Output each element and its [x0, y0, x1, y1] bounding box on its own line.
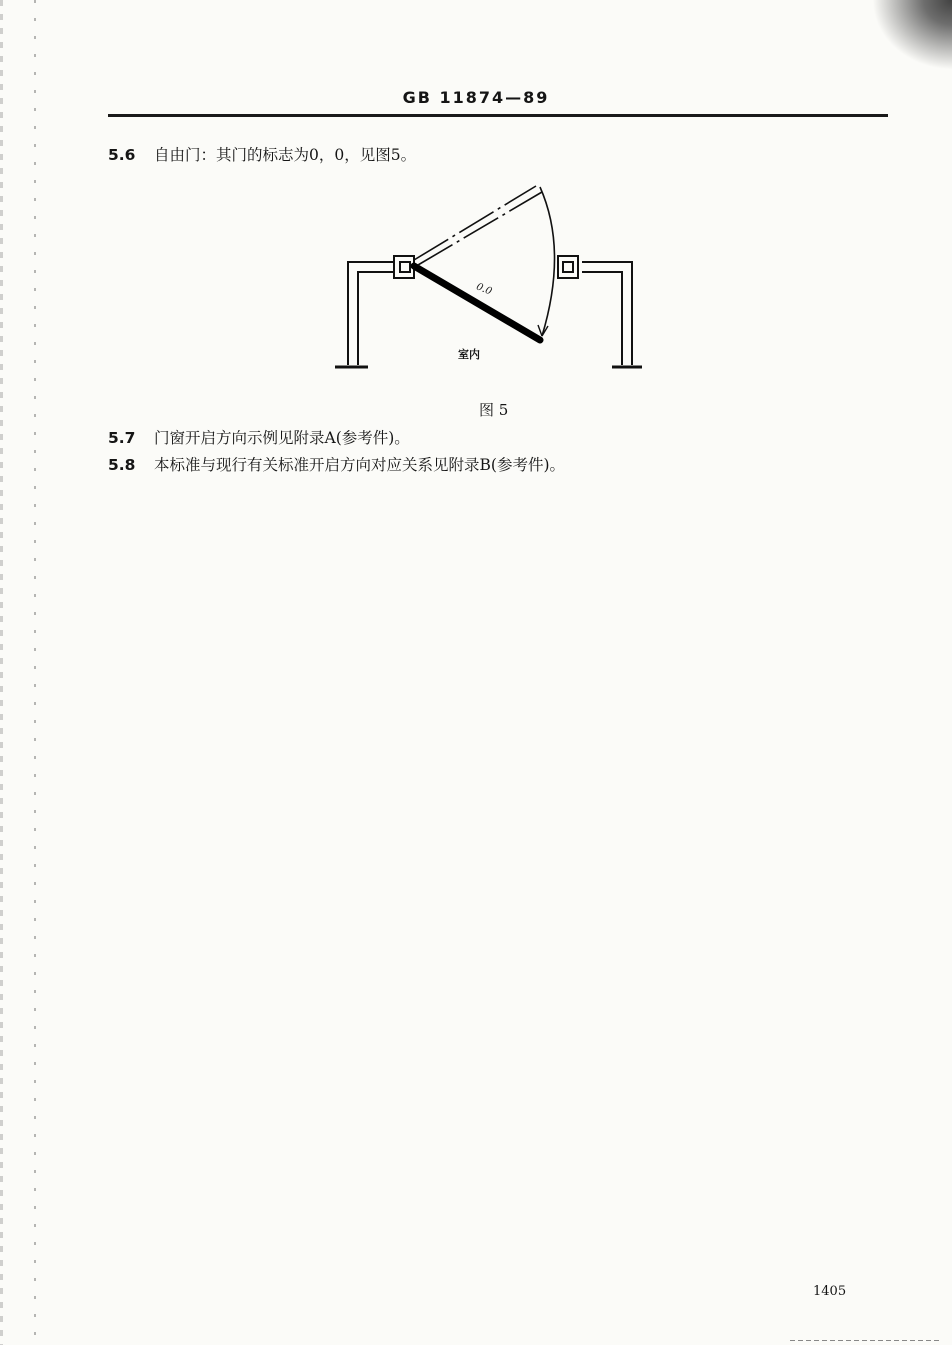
door-leaf — [414, 266, 540, 340]
scan-smudge — [872, 0, 952, 70]
section-number: 5.6 — [108, 146, 136, 164]
section-number: 5.8 — [108, 456, 136, 474]
right-wall — [582, 262, 642, 367]
header-rule — [108, 114, 888, 117]
standard-code-header: GB 11874—89 — [402, 88, 550, 107]
section-5-8 — [108, 453, 565, 475]
section-text: 自由门：其门的标志为0，0，见图5。 — [154, 146, 417, 164]
indoor-label: 室内 — [458, 348, 480, 361]
figure-caption: 图 5 — [479, 401, 509, 419]
right-door-frame — [558, 256, 578, 278]
bottom-rule — [790, 1340, 940, 1341]
binding-marks — [34, 0, 36, 1345]
door-swing-open — [414, 186, 542, 265]
scan-edge — [0, 0, 3, 1345]
section-text: 本标准与现行有关标准开启方向对应关系见附录B(参考件)。 — [154, 456, 565, 474]
door-code-label: 0.0 — [474, 281, 494, 298]
free-door-diagram — [330, 180, 650, 380]
section-5-7 — [108, 426, 410, 448]
section-number: 5.7 — [108, 429, 136, 447]
left-wall — [335, 262, 398, 367]
page-number: 1405 — [813, 1284, 847, 1299]
section-text: 门窗开启方向示例见附录A(参考件)。 — [154, 429, 410, 447]
swing-arc — [540, 187, 555, 336]
section-5-6 — [108, 143, 416, 165]
